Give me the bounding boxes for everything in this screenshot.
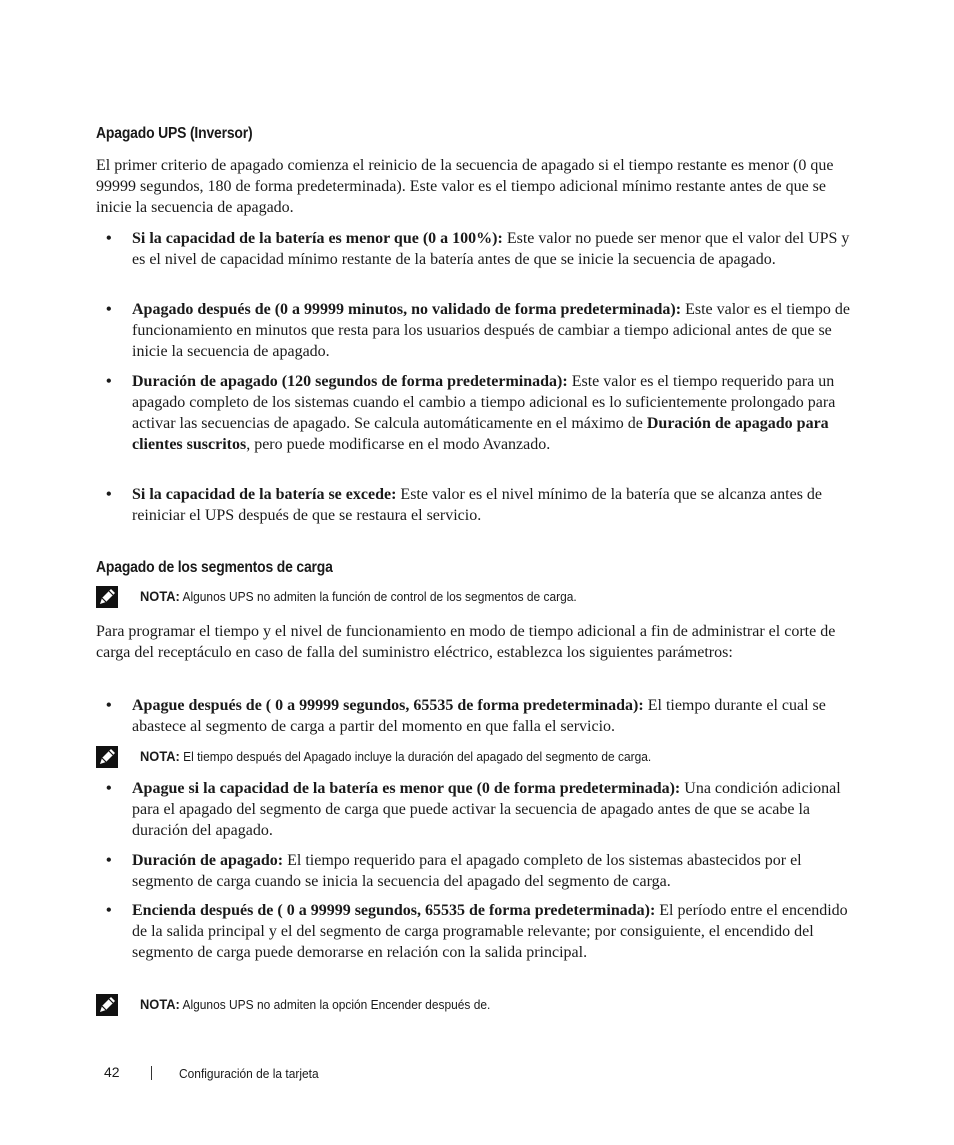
list-item: [106, 900, 860, 963]
list-item: [106, 850, 860, 892]
note-callout: [96, 994, 876, 1018]
note-callout: [96, 746, 876, 770]
section2-intro: Para programar el tiempo y el nivel de funcionamiento en modo de tiempo adicional a fin de administrar el corte de carga del receptáculo en caso de falla del suministro eléctrico, establezca los siguientes parámetros:: [96, 623, 836, 661]
bullet-glyph: •: [106, 230, 112, 247]
bullet-term: Encienda después de ( 0 a 99999 segundos, 65535 de forma predeterminada):: [132, 902, 656, 919]
page-number: 42: [104, 1064, 120, 1080]
note-label: NOTA:: [140, 588, 180, 604]
bullet-term: Si la capacidad de la batería se excede:: [132, 486, 397, 503]
bullet-term: Apague después de ( 0 a 99999 segundos, 65535 de forma predeterminada):: [132, 697, 644, 714]
bullet-glyph: •: [106, 486, 112, 503]
bullet-desc-tail: , pero puede modificarse en el modo Avanzado.: [246, 436, 551, 453]
note-callout: [96, 586, 876, 610]
footer-divider: [151, 1066, 152, 1080]
bullet-glyph: •: [106, 373, 112, 390]
pencil-note-icon: [96, 746, 118, 768]
bullet-term: Duración de apagado (120 segundos de forma predeterminada):: [132, 373, 568, 390]
bullet-glyph: •: [106, 697, 112, 714]
bullet-desc: Una condición adicional para el apagado del segmento de carga que puede activar la secuencia de apagado antes de que se acabe la duración del apagado.: [132, 780, 841, 839]
note-text: El tiempo después del Apagado incluye la duración del apagado del segmento de carga.: [179, 749, 652, 764]
footer-section-title: Configuración de la tarjeta: [179, 1066, 319, 1081]
list-item: [106, 228, 860, 270]
list-item: [106, 695, 860, 737]
note-text: Algunos UPS no admiten la función de control de los segmentos de carga.: [179, 589, 577, 604]
section-heading-apagado-ups: Apagado UPS (Inversor): [96, 125, 253, 142]
bullet-glyph: •: [106, 852, 112, 869]
note-label: NOTA:: [140, 996, 180, 1012]
bullet-desc: El tiempo requerido para el apagado completo de los sistemas abastecidos por el segmento de carga cuando se inicia la secuencia del apagado del segmento de carga.: [132, 852, 802, 890]
note-label: NOTA:: [140, 748, 180, 764]
list-item: [106, 371, 860, 455]
bullet-desc: Este valor es el nivel mínimo de la batería que se alcanza antes de reiniciar el UPS después de que se restaura el servicio.: [132, 486, 823, 524]
pencil-note-icon: [96, 586, 118, 608]
list-item: [106, 778, 860, 841]
bullet-desc: Este valor no puede ser menor que el valor del UPS y es el nivel de capacidad mínimo restante de la batería antes de que se inicie la secuencia de apagado.: [132, 230, 850, 268]
section1-intro: El primer criterio de apagado comienza el reinicio de la secuencia de apagado si el tiempo restante es menor (0 que 99999 segundos, 180 de forma predeterminada). Este valor es el tiempo adicional mínimo restante antes de que se inicie la secuencia de apagado.: [96, 157, 834, 216]
bullet-glyph: •: [106, 301, 112, 318]
section-heading-segmentos-carga: Apagado de los segmentos de carga: [96, 559, 333, 576]
page-footer: [104, 1064, 504, 1084]
bullet-glyph: •: [106, 780, 112, 797]
bullet-desc: Este valor es el tiempo requerido para un apagado completo de los sistemas cuando el cambio a tiempo adicional es lo suficientemente prolongado para activar las secuencias de apagado. Se calcula automáticamente en el máximo de: [132, 373, 836, 432]
note-text: Algunos UPS no admiten la opción Encender después de.: [179, 997, 491, 1012]
bullet-desc: El tiempo durante el cual se abastece al segmento de carga a partir del momento en que falla el servicio.: [132, 697, 826, 735]
bullet-term: Apague si la capacidad de la batería es menor que (0 de forma predeterminada):: [132, 780, 681, 797]
bullet-glyph: •: [106, 902, 112, 919]
bullet-desc: Este valor es el tiempo de funcionamiento en minutos que resta para los usuarios después de cambiar a tiempo adicional antes de que se inicie la secuencia de apagado.: [132, 301, 850, 360]
pencil-note-icon: [96, 994, 118, 1016]
bullet-term: Apagado después de (0 a 99999 minutos, no validado de forma predeterminada):: [132, 301, 682, 318]
bullet-desc: El período entre el encendido de la salida principal y el del segmento de carga programable relevante; por consiguiente, el encendido del segmento de carga puede demorarse en relación con la salida principal.: [132, 902, 848, 961]
list-item: [106, 484, 860, 526]
bullet-term: Si la capacidad de la batería es menor que (0 a 100%):: [132, 230, 503, 247]
list-item: [106, 299, 860, 362]
bullet-term-inline: Duración de apagado para clientes suscritos: [132, 415, 829, 453]
bullet-term: Duración de apagado:: [132, 852, 284, 869]
